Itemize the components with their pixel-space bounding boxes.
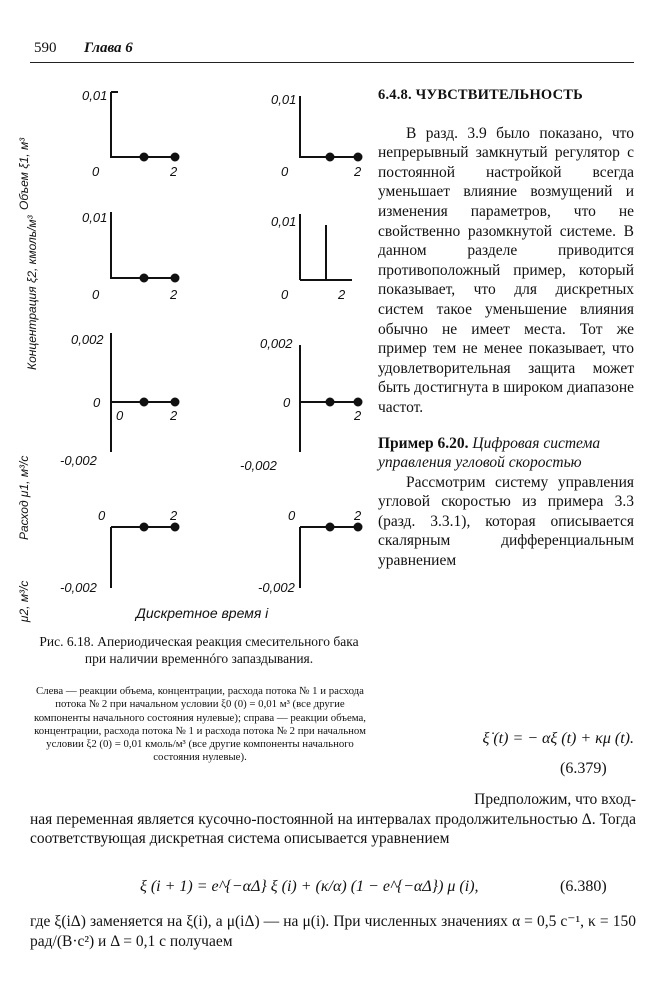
tick-label: 0	[288, 508, 296, 523]
data-point	[355, 524, 362, 531]
tick-label: 0,01	[271, 92, 297, 107]
panel-left-row3	[111, 333, 179, 452]
tick-label: 0,01	[82, 210, 108, 225]
data-point	[141, 275, 148, 282]
right-column	[378, 86, 634, 571]
figure-caption-note: Слева — реакции объема, концентрации, расхода потока № 1 и расхода потока № 2 при начальном условии ξ0 (0) = 0,01 м³ (все другие компоненты начального состояния нулевые); справа — реакции объема, концентрации, расхода потока № 1 и расхода потока № 2 при начальном условии ξ2 (0) = 0,01 кмоль/м³ (все другие компоненты начального состояния нулевые).	[34, 685, 366, 764]
tick-label: -0,002	[240, 458, 277, 473]
tick-label: 2	[170, 408, 178, 423]
tick-label: 0	[93, 395, 101, 410]
data-point	[327, 154, 334, 161]
section-paragraph: В разд. 3.9 было показано, что непрерывный замкнутый регулятор с постоянной настройкой всегда уменьшает влияние возмущений и изменения параметров, что не свойственно разомкнутой системе. В данном разделе приводится противоположный пример, который показывает, что для дискретных систем такое уменьшение влияния обычно не имеет места. Тот же пример тем не менее показывает, что удовлетворительная защита может быть достигнута в широком диапазоне частот.	[378, 124, 634, 416]
tick-label: 0	[116, 408, 124, 423]
row-label-flow1: Расход μ1, м³/с	[17, 455, 31, 540]
tick-label: 2	[170, 287, 178, 302]
example-title: Цифровая система управления угловой скоростью	[378, 434, 601, 472]
page-number: 590	[34, 40, 57, 56]
tick-label: 0,002	[260, 336, 293, 351]
body-paragraph: где ξ(iΔ) заменяется на ξ(i), а μ(iΔ) — на μ(i). При численных значениях α = 0,5 с⁻¹, κ = 150 рад/(В·с²) и Δ = 0,1 с получаем	[30, 913, 636, 950]
equation-6-380: ξ (i + 1) = e^{−αΔ} ξ (i) + (κ/α) (1 − e^{−αΔ}) μ (i),	[140, 878, 479, 895]
tick-label: 0	[281, 164, 289, 179]
panel-right-row1	[300, 96, 362, 161]
tick-label: 0,002	[71, 332, 104, 347]
figure-caption-title: Рис. 6.18. Апериодическая реакция смесительного бака при наличии временнóго запаздывания.	[39, 634, 359, 666]
example-label: Пример 6.20.	[378, 434, 469, 452]
panel-left-row2	[111, 212, 179, 282]
data-point	[141, 154, 148, 161]
tick-label: 2	[170, 508, 178, 523]
data-point	[172, 275, 179, 282]
tick-label: 0	[283, 395, 291, 410]
data-point	[355, 154, 362, 161]
tick-label: 0,01	[82, 88, 108, 103]
body-text-block	[30, 790, 636, 849]
tick-label: -0,002	[60, 580, 97, 595]
section-heading: 6.4.8. ЧУВСТВИТЕЛЬНОСТЬ	[378, 87, 583, 103]
body-line-first: Предположим, что вход-	[474, 791, 636, 808]
data-point	[141, 399, 148, 406]
equation-number: (6.379)	[560, 760, 607, 777]
body-paragraph-rest: ная переменная является кусочно-постоянной на интервалах продолжительностью Δ. Тогда соответствующая дискретная система описывается уравнением	[30, 810, 636, 848]
panel-left-row1	[111, 92, 179, 161]
panel-right-row2	[300, 214, 352, 280]
tick-label: 2	[354, 164, 362, 179]
panel-left-row4	[111, 524, 179, 589]
panel-right-row4	[300, 524, 362, 589]
tick-label: 0	[98, 508, 106, 523]
figure-6-18	[8, 80, 368, 630]
chapter-title: Глава 6	[84, 40, 133, 56]
tick-label: 2	[354, 408, 362, 423]
row-label-volume: Объем ξ1, м³	[17, 137, 31, 210]
panel-right-row3	[300, 345, 362, 452]
data-point	[172, 154, 179, 161]
row-label-concentration: Концентрация ξ2, кмоль/м³	[25, 215, 39, 370]
tick-label: 0	[92, 164, 100, 179]
tick-label: 2	[354, 508, 362, 523]
tick-label: 0	[92, 287, 100, 302]
data-point	[141, 524, 148, 531]
tick-label: -0,002	[258, 580, 295, 595]
tick-label: 0	[281, 287, 289, 302]
equation-number: (6.380)	[560, 878, 607, 895]
example-heading	[378, 434, 634, 473]
equation-6-379: ξ̇ (t) = − αξ (t) + κμ (t).	[482, 730, 634, 747]
tick-label: 0,01	[271, 214, 297, 229]
tick-label: -0,002	[60, 453, 97, 468]
header-rule	[30, 62, 634, 63]
data-point	[172, 524, 179, 531]
tick-label: 2	[338, 287, 346, 302]
data-point	[327, 524, 334, 531]
x-axis-label: Дискретное время i	[136, 605, 269, 621]
data-point	[327, 399, 334, 406]
row-label-flow2: Расход μ2, м³/с	[17, 580, 31, 625]
example-paragraph: Рассмотрим систему управления угловой скоростью из примера 3.3 (разд. 3.3.1), которая описывается скалярным дифференциальным уравнением	[378, 473, 634, 570]
data-point	[172, 399, 179, 406]
data-point	[355, 399, 362, 406]
tick-label: 2	[170, 164, 178, 179]
